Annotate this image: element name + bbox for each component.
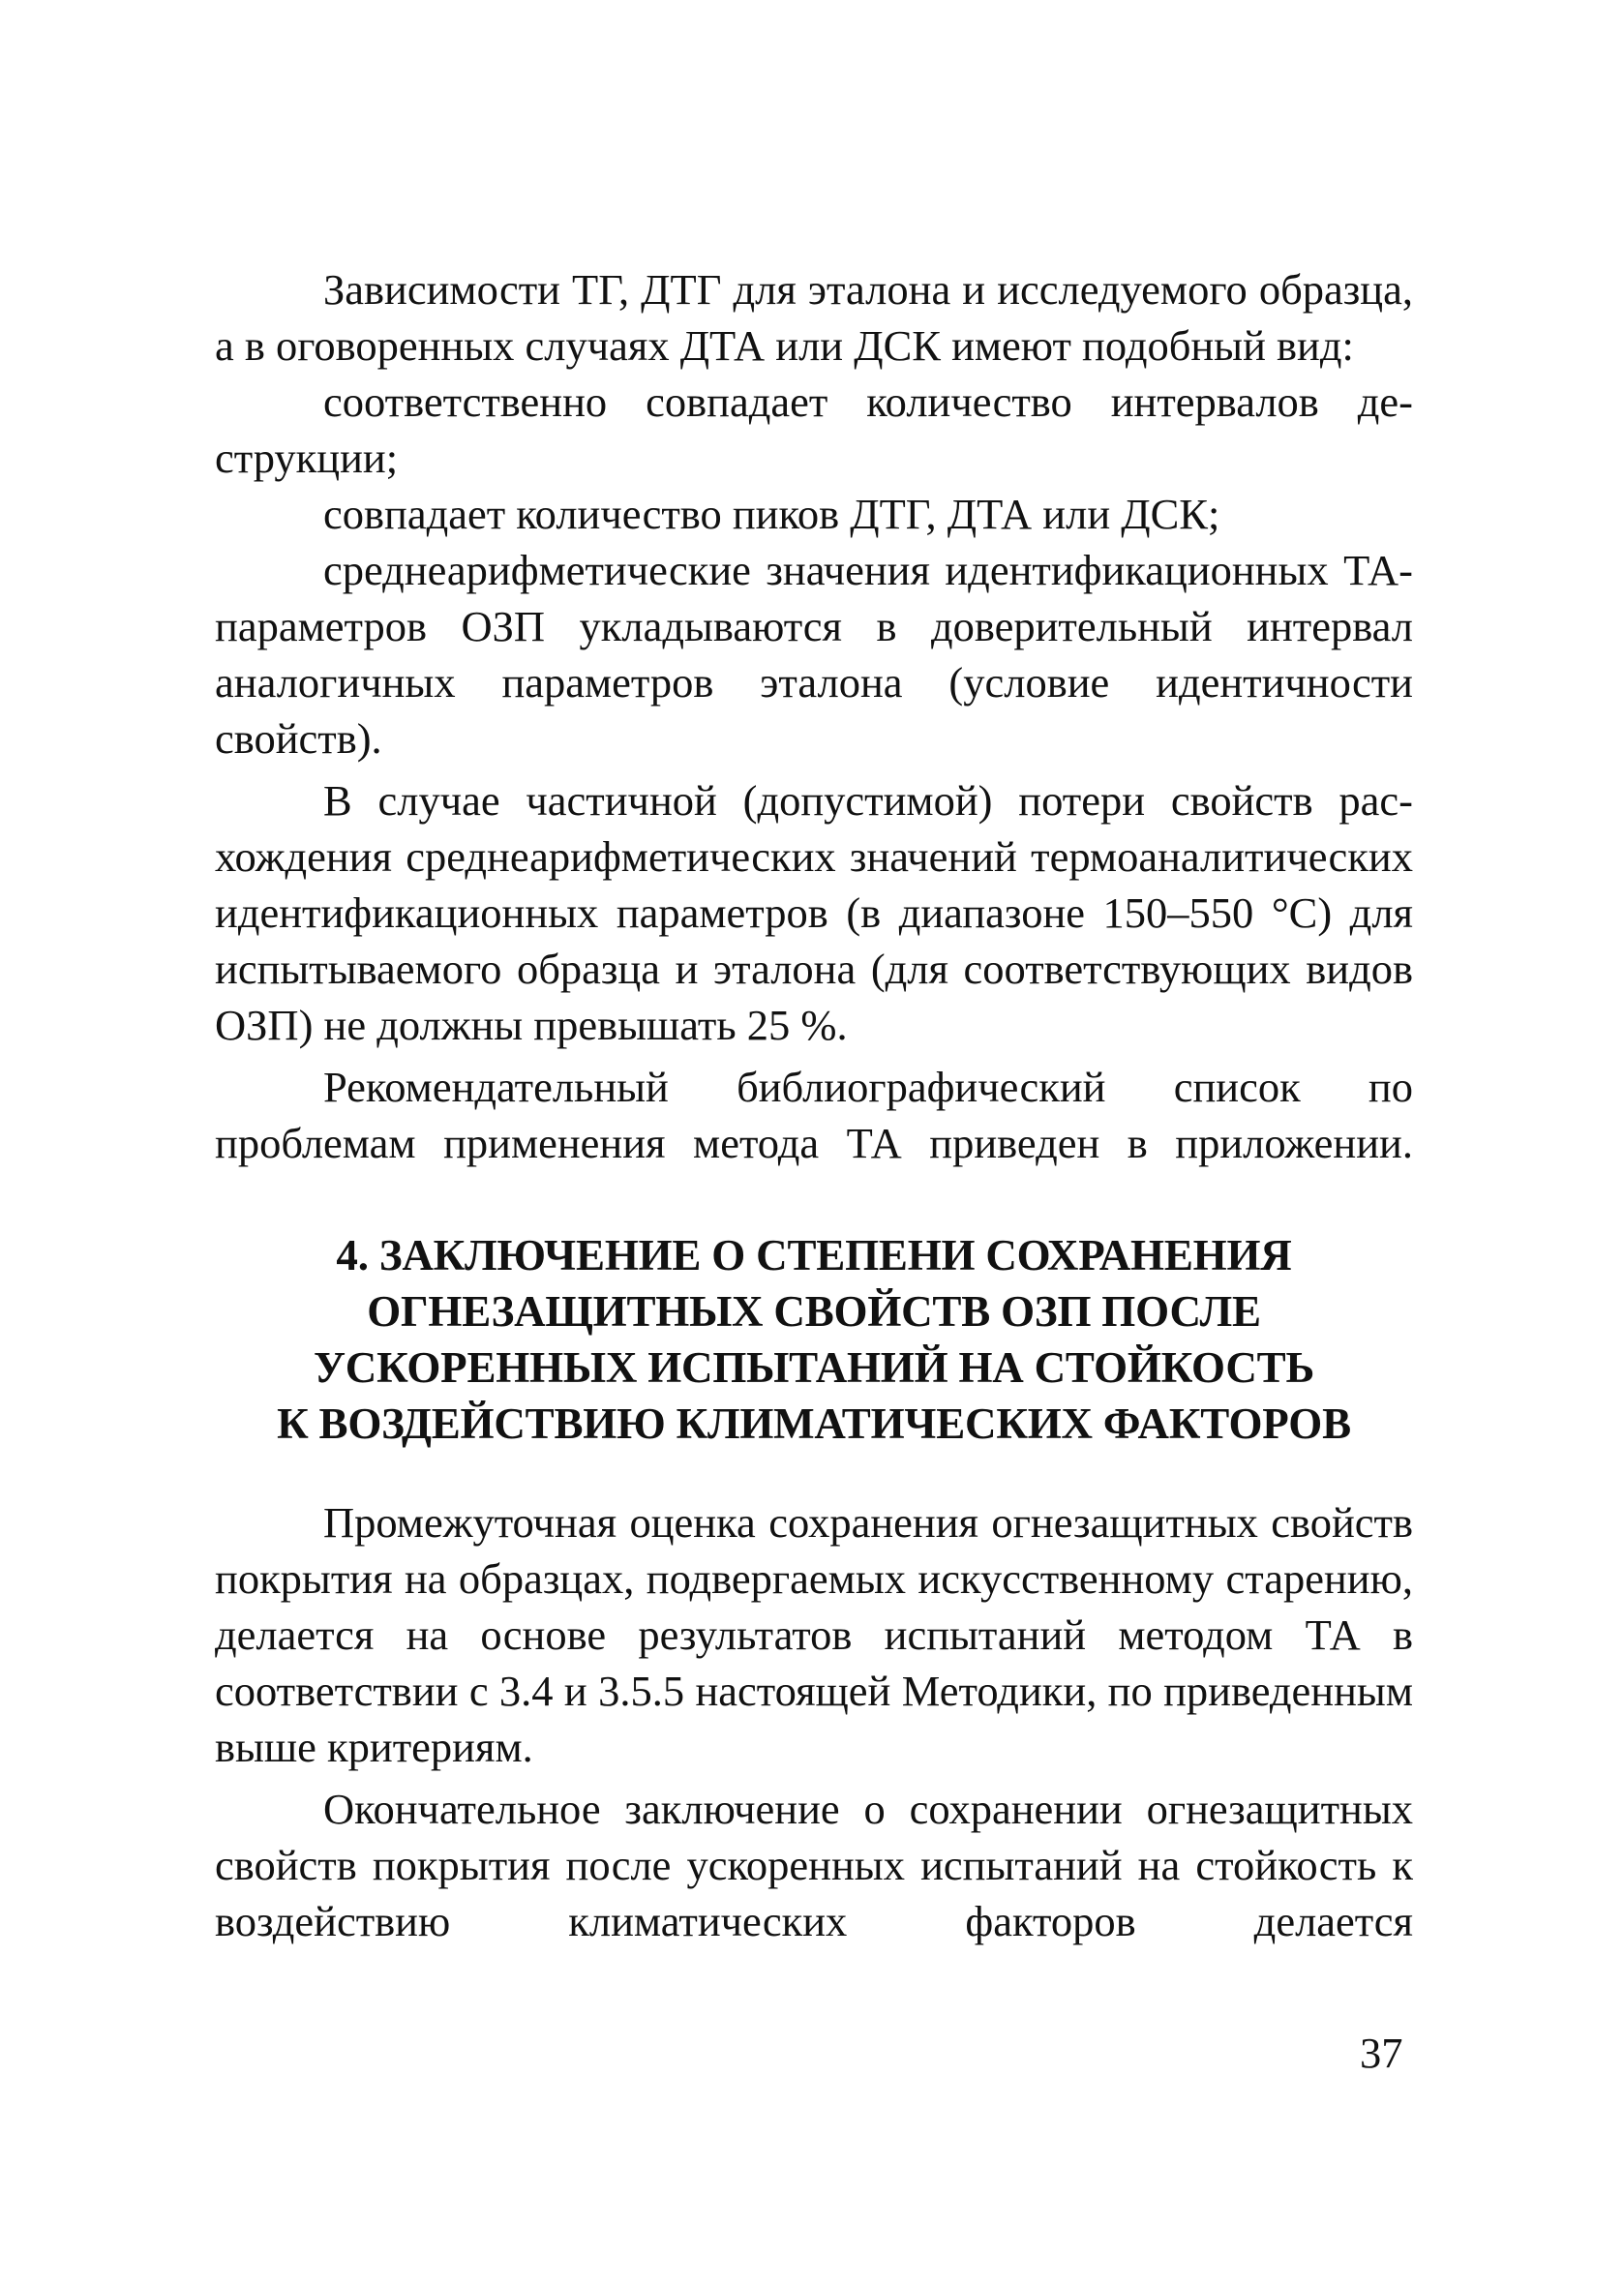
section-heading-line-1: 4. ЗАКЛЮЧЕНИЕ О СТЕПЕНИ СОХРАНЕНИЯ <box>336 1231 1292 1279</box>
paragraph-dependencies-intro: Зависимости ТГ, ДТГ для эталона и исследуемого образца, а в оговоренных случаях ДТА или ДСК имеют подобный вид: <box>215 265 1413 370</box>
paragraph-final-conclusion: Окончательное заключение о сохранении огнезащитных свойств покрытия после ускоренных испытаний на стойкость к воздействию климатических факторов делается <box>215 1785 1413 1945</box>
section-heading-line-2: ОГНЕЗАЩИТНЫХ СВОЙСТВ ОЗП ПОСЛЕ <box>367 1287 1261 1336</box>
paragraph-peak-count: совпадает количество пиков ДТГ, ДТА или ДСК; <box>323 490 1220 538</box>
paragraph-mean-values: среднеарифметические значения идентификационных ТА-параметров ОЗП укладываются в доверительный интервал аналогичных параметров эталона (условие идентичности свойств). <box>215 546 1413 763</box>
page-number: 37 <box>1360 2029 1403 2077</box>
paragraph-destruction-intervals: соответственно совпадает количество интервалов деструкции; <box>215 377 1413 482</box>
section-heading-line-3: УСКОРЕННЫХ ИСПЫТАНИЙ НА СТОЙКОСТЬ <box>313 1343 1315 1392</box>
section-heading <box>215 1227 1413 1452</box>
paragraph-intermediate-assessment: Промежуточная оценка сохранения огнезащитных свойств покрытия на образцах, подвергаемых искусственному старению, делается на основе результатов испытаний методом ТА в соответствии с 3.4 и 3.5.5 настоящей Методики, по приведенным выше критериям. <box>215 1498 1413 1771</box>
section-heading-line-4: К ВОЗДЕЙСТВИЮ КЛИМАТИЧЕСКИХ ФАКТОРОВ <box>277 1399 1351 1448</box>
paragraph-bibliography: Рекомендательный библиографический список по проблемам применения метода ТА приведен в приложении. <box>215 1063 1413 1167</box>
document-page <box>215 261 1413 1949</box>
paragraph-partial-loss: В случае частичной (допустимой) потери свойств расхождения среднеарифметических значений термоаналитических идентификационных параметров (в диапазоне 150–550 °С) для испытываемого образца и эталона (для соответствующих видов ОЗП) не должны превышать 25 %. <box>215 776 1413 1049</box>
